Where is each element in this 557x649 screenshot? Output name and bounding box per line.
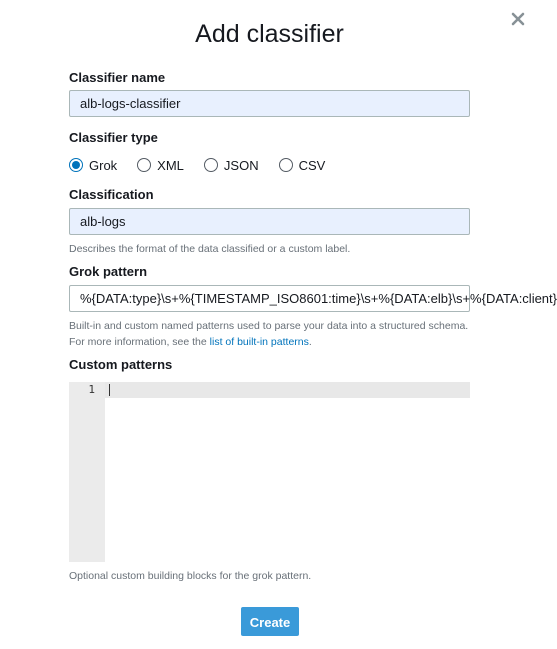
radio-xml-label: XML <box>157 157 184 173</box>
classifier-type-radio-group <box>69 156 345 174</box>
radio-grok-label: Grok <box>89 157 118 173</box>
grok-pattern-help <box>69 318 479 350</box>
line-number: 1 <box>88 383 95 396</box>
editor-gutter <box>69 382 105 562</box>
grok-pattern-input[interactable]: %{DATA:type}\s+%{TIMESTAMP_ISO8601:time}\s+%{DATA:elb}\s+%{DATA:client} <box>69 285 470 312</box>
radio-xml[interactable] <box>137 158 184 173</box>
radio-json-label: JSON <box>223 157 259 173</box>
classifier-name-input[interactable]: alb-logs-classifier <box>69 90 470 117</box>
grok-pattern-help-text: Built-in and custom named patterns used to parse your data into a structured schema. For more information, see the <box>69 320 469 348</box>
grok-pattern-help-period: . <box>308 336 312 348</box>
radio-xml-indicator[interactable] <box>137 158 151 172</box>
radio-json[interactable] <box>204 158 259 173</box>
classifier-type-label: Classifier type <box>69 130 158 145</box>
radio-json-indicator[interactable] <box>204 158 218 172</box>
radio-csv-label: CSV <box>298 157 326 173</box>
radio-csv-indicator[interactable] <box>279 158 293 172</box>
radio-grok-indicator[interactable] <box>69 158 83 172</box>
create-button[interactable]: Create <box>241 607 299 636</box>
editor-active-line[interactable] <box>105 382 470 398</box>
classifier-name-label: Classifier name <box>69 70 166 85</box>
radio-csv[interactable] <box>279 158 326 173</box>
radio-grok[interactable] <box>69 158 117 173</box>
custom-patterns-editor[interactable] <box>69 382 470 562</box>
custom-patterns-label: Custom patterns <box>69 357 173 372</box>
custom-patterns-help: Optional custom building blocks for the grok pattern. <box>69 570 312 582</box>
editor-cursor <box>109 384 110 396</box>
built-in-patterns-link[interactable]: list of built-in patterns <box>209 336 309 348</box>
dialog-title: Add classifier <box>195 20 344 48</box>
classification-label: Classification <box>69 187 154 202</box>
grok-pattern-label: Grok pattern <box>69 264 148 279</box>
classification-input[interactable]: alb-logs <box>69 208 470 235</box>
classification-help: Describes the format of the data classified or a custom label. <box>69 243 351 255</box>
